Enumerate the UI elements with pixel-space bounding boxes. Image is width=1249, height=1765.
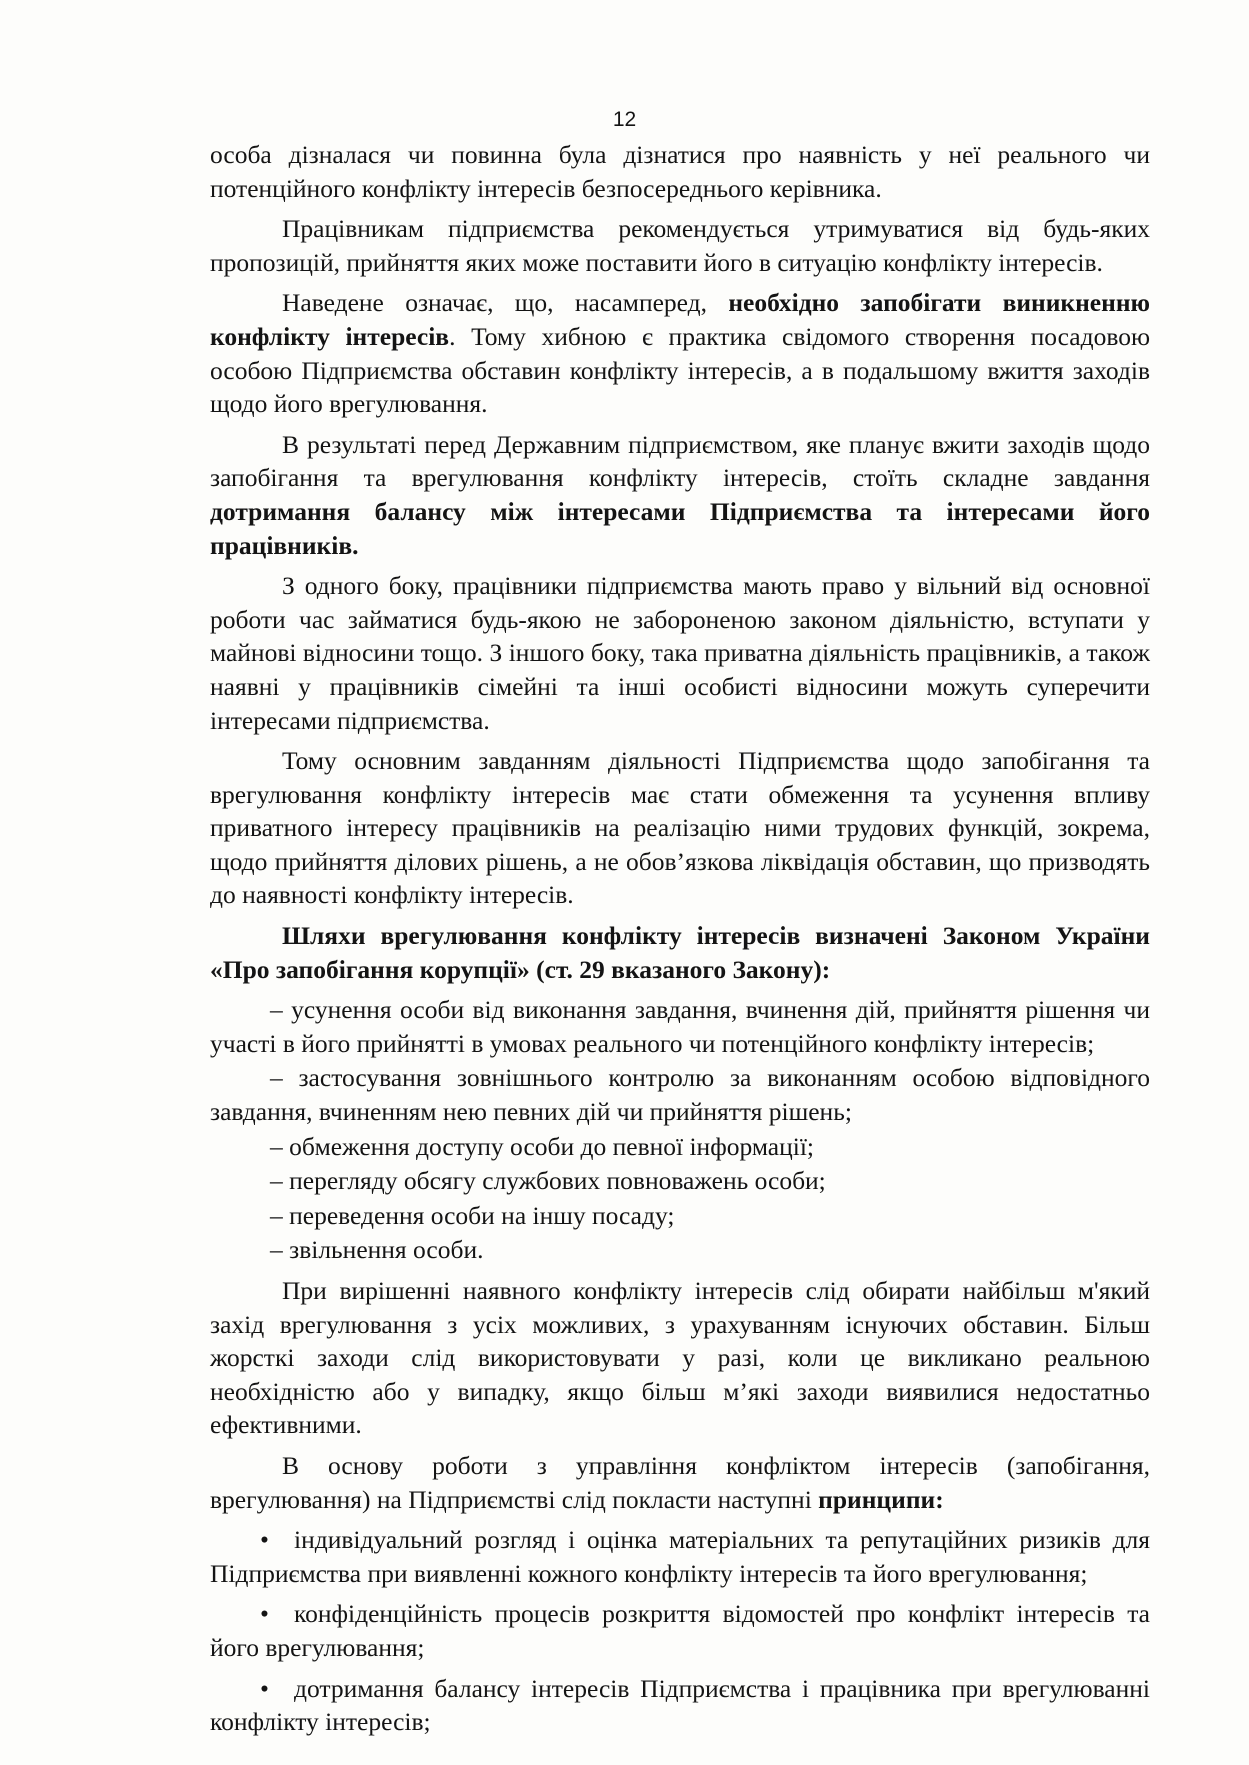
bullet-text: дотримання балансу інтересів Підприємства і працівника при врегулюванні конфлікту інтересів;	[210, 1673, 1150, 1737]
dash-list-item: – усунення особи від виконання завдання, вчинення дій, прийняття рішення чи участі в його прийнятті в умовах реального чи потенційного конфлікту інтересів;	[210, 995, 1150, 1058]
bullet-icon: •	[260, 1673, 269, 1703]
dash-list-item: – обмеження доступу особи до певної інформації;	[270, 1131, 815, 1161]
paragraph	[210, 1449, 1150, 1516]
dash-list-item: – звільнення особи.	[270, 1235, 484, 1265]
bold-text-run: принципи:	[818, 1484, 944, 1514]
page-number: 12	[612, 108, 637, 131]
document-body	[210, 138, 1150, 1746]
paragraph: Працівникам підприємства рекомендується утримуватися від будь-яких пропозицій, прийняття яких може поставити його в ситуацію конфлікту інтересів.	[210, 214, 1150, 277]
text-run: . Тому хибною є практика свідомого створення посадовою особою Підприємства обставин конфлікту інтересів, а в подальшому вжиття заходів щодо його врегулювання.	[210, 321, 1150, 419]
dash-list-item: – переведення особи на іншу посаду;	[270, 1200, 675, 1230]
bullet-list-item	[210, 1672, 1150, 1739]
bold-text-run: необхідно запобігати виникненню конфлікту інтересів	[210, 288, 1151, 351]
bullet-list-item	[210, 1523, 1150, 1590]
paragraph: При вирішенні наявного конфлікту інтересів слід обирати найбільш м'який захід врегулювання з усіх можливих, з урахуванням існуючих обставин. Більш жорсткі заходи слід використовувати у разі, коли це викликано реальною необхідністю або у випадку, якщо більш м’які заходи виявилися недостатньо ефективними.	[210, 1276, 1150, 1440]
section-heading	[210, 919, 1150, 986]
bold-text-run: Шляхи врегулювання конфлікту інтересів визначені Законом України «Про запобігання корупції» (ст. 29 вказаного Закону):	[210, 921, 1150, 984]
bullet-text: індивідуальний розгляд і оцінка матеріальних та репутаційних ризиків для Підприємства при виявленні кожного конфлікту інтересів та його врегулювання;	[210, 1525, 1150, 1588]
bold-text-run: дотримання балансу між інтересами Підприємства та інтересами його працівників.	[210, 496, 1150, 560]
text-run: В основу роботи з управління конфліктом інтересів (запобігання, врегулювання) на Підприємстві слід покласти наступні	[210, 1450, 1150, 1514]
paragraph: З одного боку, працівники підприємства мають право у вільний від основної роботи час займатися будь-якою не забороненою законом діяльністю, вступати у майнові відносини тощо. З іншого боку, така приватна діяльність працівників, а також наявні у працівників сімейні та інші особисті відносини можуть суперечити інтересами підприємства.	[210, 571, 1150, 735]
bullet-text: конфіденційність процесів розкриття відомостей про конфлікт інтересів та його врегулювання;	[210, 1599, 1150, 1662]
paragraph: Тому основним завданням діяльності Підприємства щодо запобігання та врегулювання конфлікту інтересів має стати обмеження та усунення впливу приватного інтересу працівників на реалізацію ними трудових функцій, зокрема, щодо прийняття ділових рішень, а не обов’язкова ліквідація обставин, що призводять до наявності конфлікту інтересів.	[210, 746, 1150, 910]
paragraph: особа дізналася чи повинна була дізнатися про наявність у неї реального чи потенційного конфлікту інтересів безпосереднього керівника.	[210, 140, 1150, 203]
dash-list-item: – застосування зовнішнього контролю за виконанням особою відповідного завдання, вчиненням нею певних дій чи прийняття рішень;	[210, 1063, 1150, 1127]
dash-list-item: – перегляду обсягу службових повноважень особи;	[270, 1166, 826, 1196]
paragraph	[210, 428, 1150, 562]
bullet-icon: •	[260, 1599, 269, 1629]
bullet-list-item	[210, 1597, 1150, 1664]
text-run: Наведене означає, що, насамперед,	[282, 288, 729, 318]
paragraph	[210, 286, 1150, 420]
text-run: В результаті перед Державним підприємством, яке планує вжити заходів щодо запобігання та врегулювання конфлікту інтересів, стоїть складне завдання	[210, 429, 1150, 493]
bullet-icon: •	[260, 1525, 269, 1555]
